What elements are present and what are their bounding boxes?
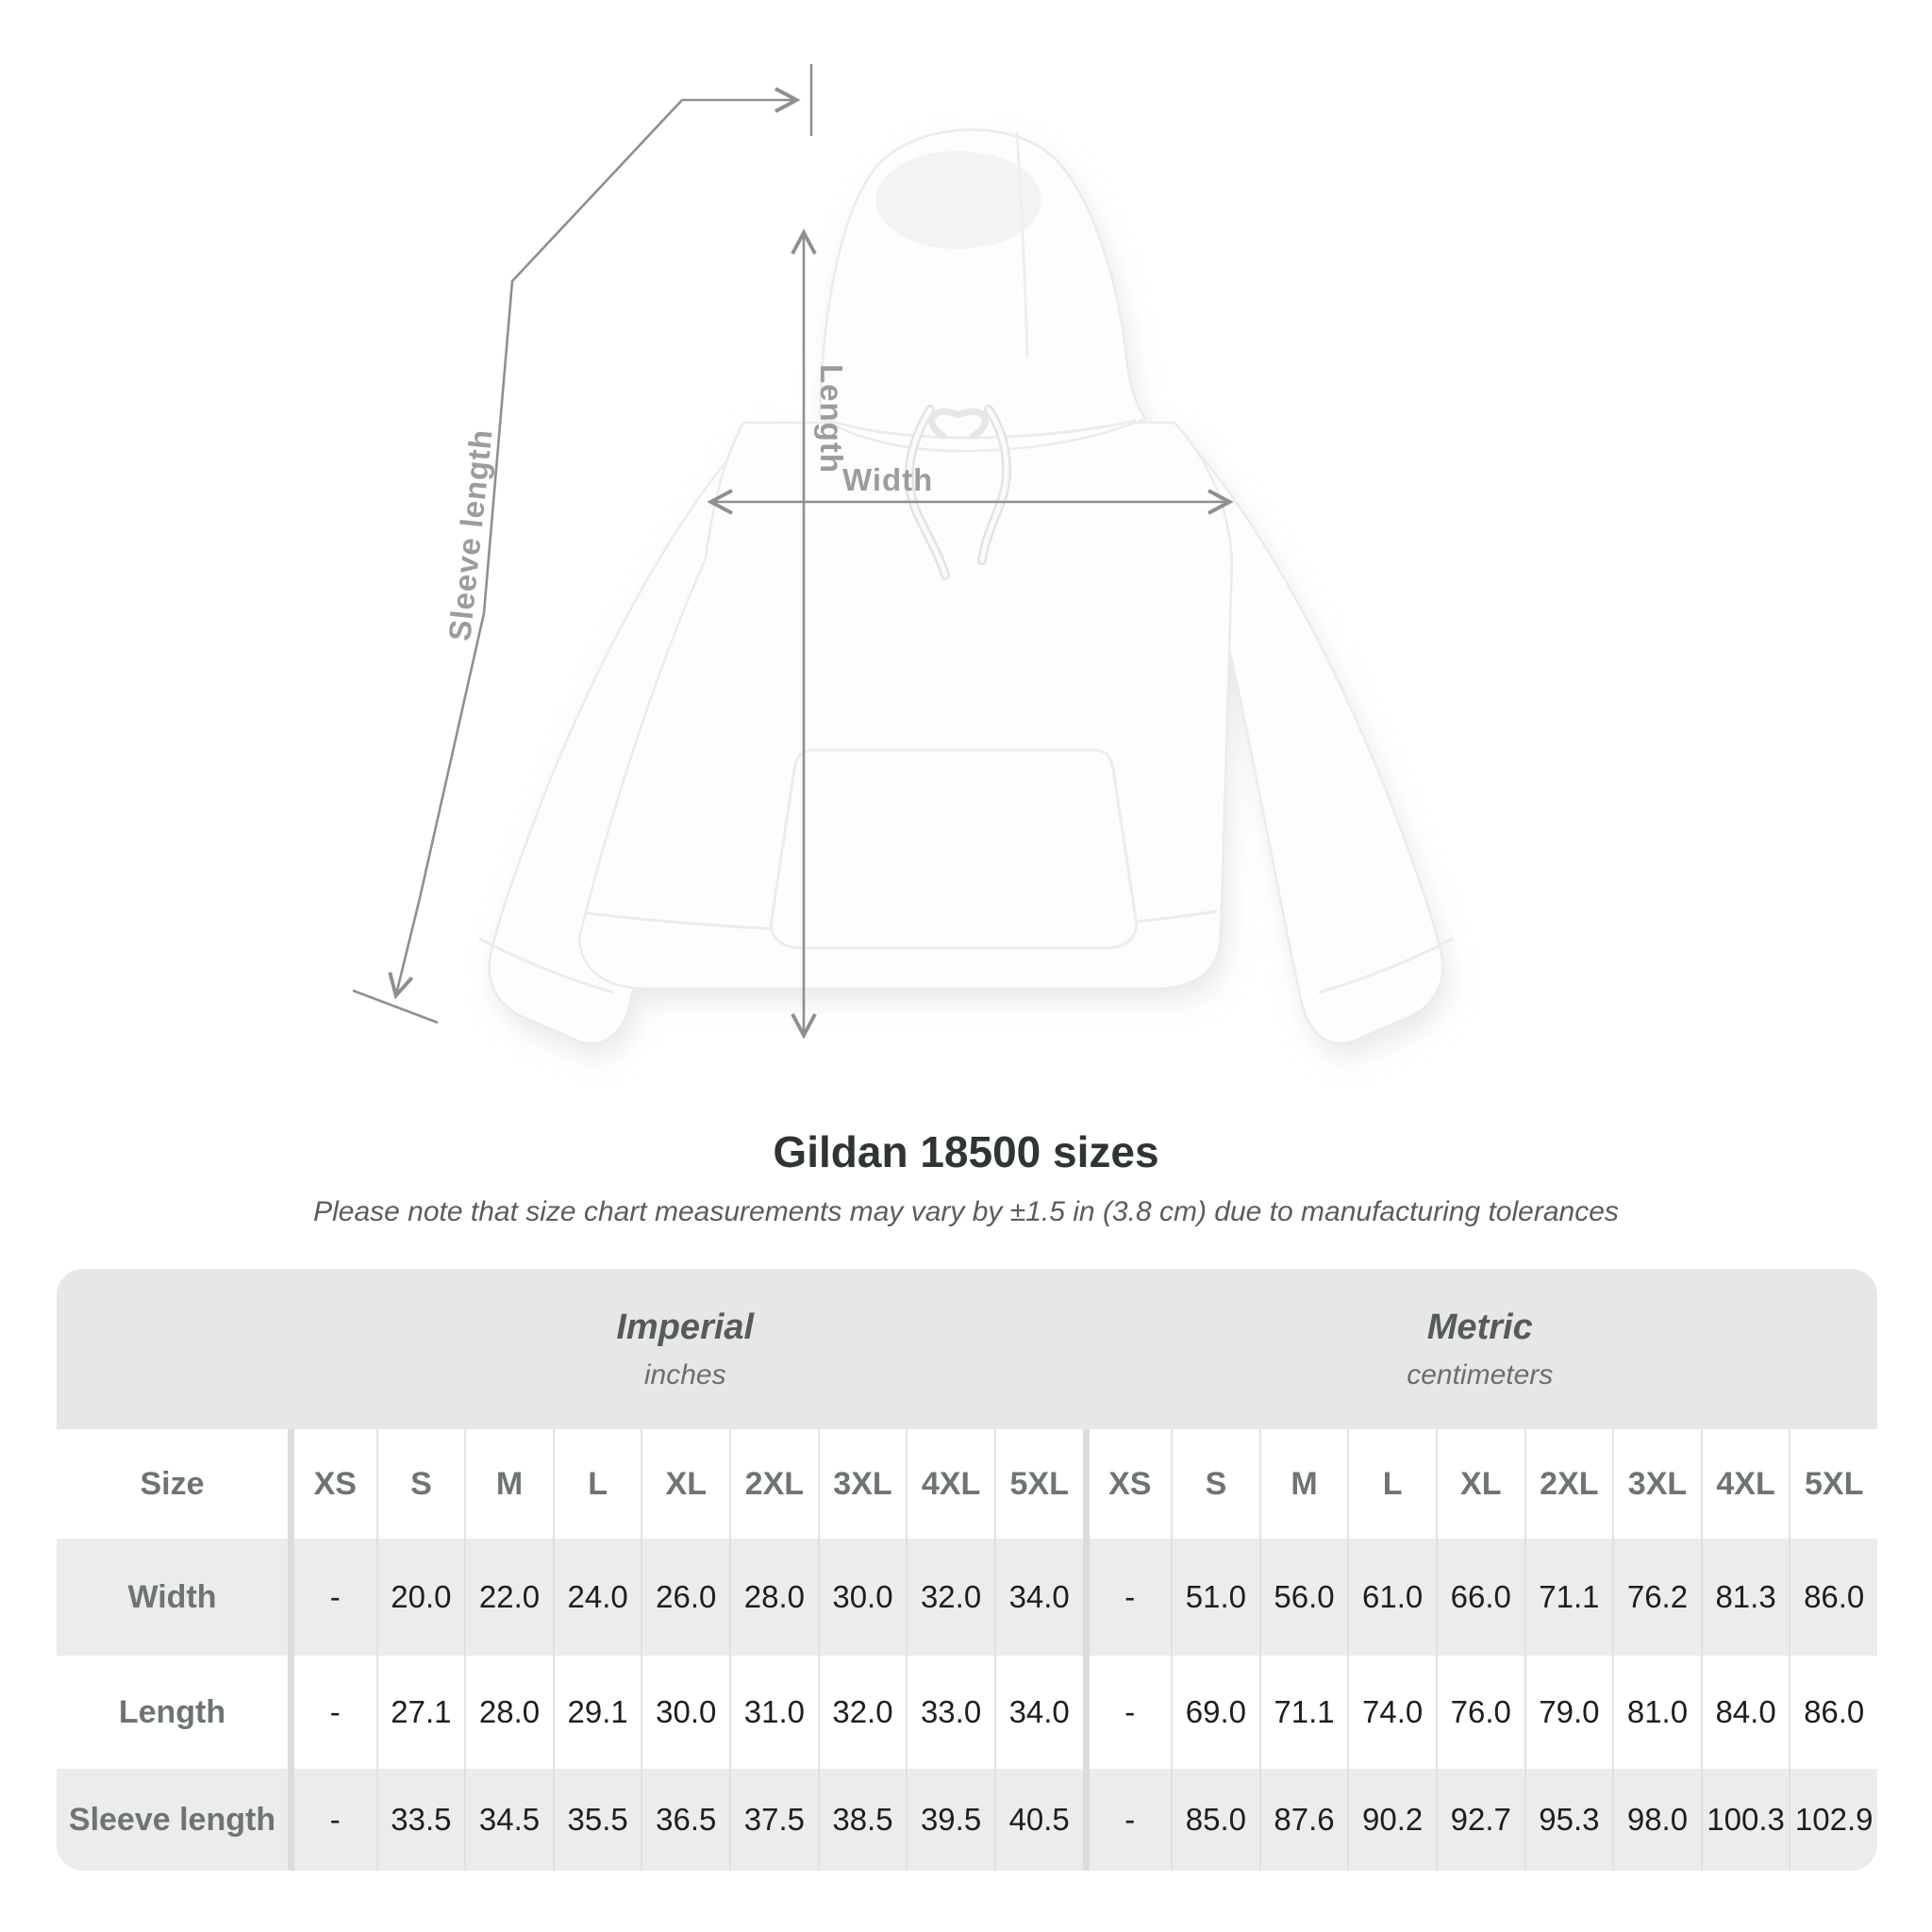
- value-cell: 102.9: [1789, 1769, 1877, 1871]
- value-cell: 79.0: [1524, 1656, 1613, 1769]
- size-col-header: XS: [288, 1429, 376, 1539]
- size-corner-label: Size: [140, 1465, 205, 1502]
- value-cell: 90.2: [1347, 1769, 1436, 1871]
- value-cell: 71.1: [1259, 1656, 1348, 1769]
- value-cell: 34.5: [464, 1769, 553, 1871]
- value-cell: 20.0: [376, 1539, 465, 1656]
- imperial-label: Imperial: [616, 1307, 755, 1347]
- value-cell: 27.1: [376, 1656, 465, 1769]
- value-cell: 85.0: [1171, 1769, 1259, 1871]
- value-cell: 33.5: [376, 1769, 465, 1871]
- value-cell: 76.2: [1612, 1539, 1701, 1656]
- value-cell: 40.5: [994, 1769, 1083, 1871]
- sleeve-length-measure-label: Sleeve length: [441, 426, 499, 643]
- value-cell: 66.0: [1436, 1539, 1524, 1656]
- metric-unit-label: centimeters: [1407, 1358, 1554, 1391]
- value-cell: 39.5: [906, 1769, 994, 1871]
- size-col-header: XL: [1436, 1429, 1524, 1539]
- table-row: [57, 1656, 1877, 1769]
- value-cell: 56.0: [1259, 1539, 1348, 1656]
- value-cell: 29.1: [553, 1656, 641, 1769]
- value-cell: 28.0: [729, 1539, 818, 1656]
- size-col-header: M: [1259, 1429, 1348, 1539]
- metric-label: Metric: [1426, 1307, 1533, 1347]
- size-col-header: 2XL: [1524, 1429, 1613, 1539]
- value-cell: 34.0: [994, 1656, 1083, 1769]
- value-cell: -: [1083, 1539, 1172, 1656]
- size-col-header: 3XL: [1612, 1429, 1701, 1539]
- value-cell: 37.5: [729, 1769, 818, 1871]
- value-cell: 69.0: [1171, 1656, 1259, 1769]
- unit-corner-spacer: [57, 1269, 288, 1429]
- value-cell: -: [1083, 1769, 1172, 1871]
- value-cell: 74.0: [1347, 1656, 1436, 1769]
- size-col-header: 5XL: [994, 1429, 1083, 1539]
- value-cell: 36.5: [641, 1769, 729, 1871]
- size-col-header: 5XL: [1789, 1429, 1877, 1539]
- value-cell: 81.3: [1701, 1539, 1790, 1656]
- value-cell: 26.0: [641, 1539, 729, 1656]
- value-cell: 22.0: [464, 1539, 553, 1656]
- size-col-header: L: [1347, 1429, 1436, 1539]
- row-label: Length: [118, 1693, 226, 1730]
- page-title: Gildan 18500 sizes: [773, 1127, 1159, 1176]
- table-row: [57, 1769, 1877, 1871]
- metric-header: [1083, 1269, 1878, 1429]
- size-col-header: S: [376, 1429, 465, 1539]
- size-col-header: XS: [1083, 1429, 1172, 1539]
- size-col-header: 4XL: [1701, 1429, 1790, 1539]
- value-cell: 84.0: [1701, 1656, 1790, 1769]
- size-col-header: M: [464, 1429, 553, 1539]
- value-cell: 32.0: [818, 1656, 907, 1769]
- row-label: Sleeve length: [68, 1801, 276, 1838]
- size-col-header: 3XL: [818, 1429, 907, 1539]
- value-cell: 76.0: [1436, 1656, 1524, 1769]
- width-measure-label: Width: [842, 462, 934, 497]
- length-measure-label: Length: [814, 364, 849, 474]
- value-cell: 33.0: [906, 1656, 994, 1769]
- size-col-header: 4XL: [906, 1429, 994, 1539]
- hoodie-body: [479, 129, 1453, 1043]
- size-col-header: 2XL: [729, 1429, 818, 1539]
- value-cell: 28.0: [464, 1656, 553, 1769]
- value-cell: 71.1: [1524, 1539, 1613, 1656]
- size-table: [57, 1269, 1877, 1871]
- row-label: Width: [127, 1578, 217, 1615]
- value-cell: 100.3: [1701, 1769, 1790, 1871]
- size-col-header: XL: [641, 1429, 729, 1539]
- value-cell: 24.0: [553, 1539, 641, 1656]
- value-cell: 30.0: [641, 1656, 729, 1769]
- value-cell: 98.0: [1612, 1769, 1701, 1871]
- size-col-header: L: [553, 1429, 641, 1539]
- value-cell: 92.7: [1436, 1769, 1524, 1871]
- value-cell: 34.0: [994, 1539, 1083, 1656]
- imperial-header: [288, 1269, 1083, 1429]
- size-col-header: S: [1171, 1429, 1259, 1539]
- value-cell: 87.6: [1259, 1769, 1348, 1871]
- value-cell: 95.3: [1524, 1769, 1613, 1871]
- imperial-unit-label: inches: [643, 1358, 726, 1391]
- value-cell: 86.0: [1789, 1539, 1877, 1656]
- value-cell: 86.0: [1789, 1656, 1877, 1769]
- size-header-row: [57, 1429, 1877, 1539]
- value-cell: 61.0: [1347, 1539, 1436, 1656]
- value-cell: 32.0: [906, 1539, 994, 1656]
- unit-header-row: [57, 1269, 1877, 1429]
- value-cell: 30.0: [818, 1539, 907, 1656]
- tolerance-note: Please note that size chart measurements may vary by ±1.5 in (3.8 cm) due to manufacturing tolerances: [313, 1196, 1619, 1227]
- value-cell: 31.0: [729, 1656, 818, 1769]
- value-cell: -: [288, 1769, 376, 1871]
- value-cell: -: [288, 1656, 376, 1769]
- value-cell: 35.5: [553, 1769, 641, 1871]
- value-cell: -: [288, 1539, 376, 1656]
- value-cell: 81.0: [1612, 1656, 1701, 1769]
- value-cell: 51.0: [1171, 1539, 1259, 1656]
- value-cell: -: [1083, 1656, 1172, 1769]
- table-row: [57, 1539, 1877, 1656]
- value-cell: 38.5: [818, 1769, 907, 1871]
